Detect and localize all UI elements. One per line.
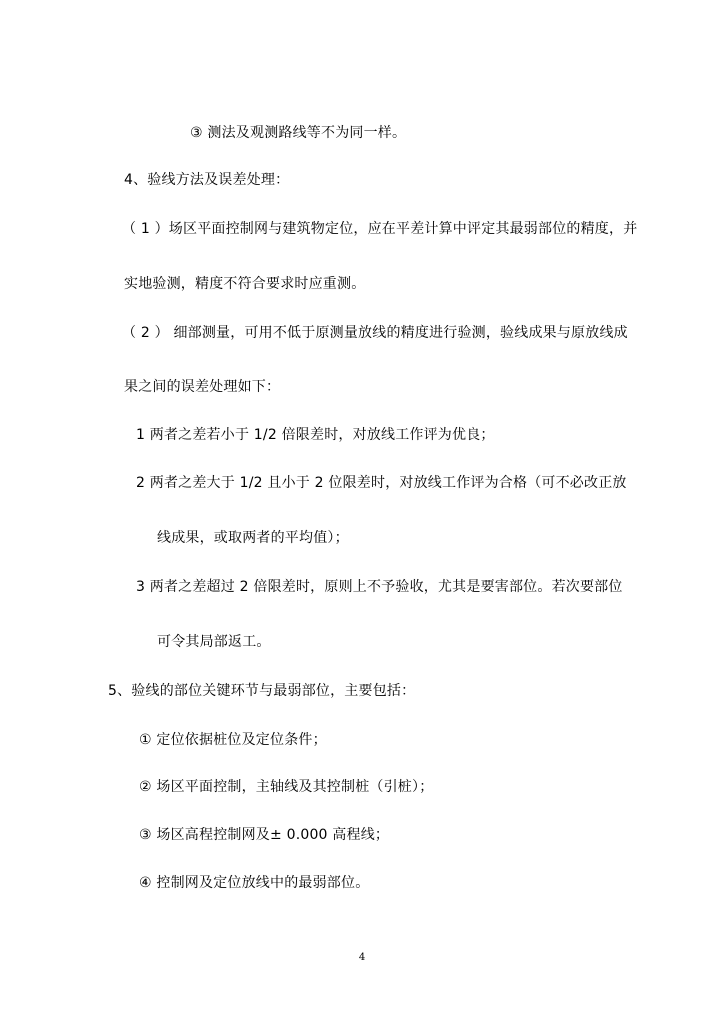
list-item: 2 两者之差大于 1/2 且小于 2 位限差时，对放线工作评为合格（可不必改正放 xyxy=(136,475,627,491)
text-line: 果之间的误差处理如下： xyxy=(124,379,281,395)
text-line: ③ 测法及观测路线等不为同一样。 xyxy=(190,125,407,141)
list-item: 3 两者之差超过 2 倍限差时，原则上不予验收，尤其是要害部位。若次要部位 xyxy=(136,579,623,595)
list-item: ② 场区平面控制，主轴线及其控制桩（引桩）； xyxy=(139,779,434,795)
list-item: ③ 场区高程控制网及± 0.000 高程线； xyxy=(139,827,390,843)
page-number: 4 xyxy=(358,952,366,963)
text-line: 线成果，或取两者的平均值）； xyxy=(157,530,349,546)
list-item: 1 两者之差若小于 1/2 倍限差时，对放线工作评为优良； xyxy=(136,427,495,443)
text-line: 实地验测，精度不符合要求时应重测。 xyxy=(124,276,366,292)
section-heading: 5、验线的部位关键环节与最弱部位，主要包括： xyxy=(108,683,416,699)
section-heading: 4、验线方法及误差处理： xyxy=(124,172,290,188)
list-item: ① 定位依据桩位及定位条件； xyxy=(139,732,327,748)
text-line: （ 2 ） 细部测量，可用不低于原测量放线的精度进行验测，验线成果与原放线成 xyxy=(122,325,628,341)
text-line: （ 1 ）场区平面控制网与建筑物定位，应在平差计算中评定其最弱部位的精度，并 xyxy=(122,221,638,237)
text-line: 可令其局部返工。 xyxy=(157,634,271,650)
list-item: ④ 控制网及定位放线中的最弱部位。 xyxy=(139,875,370,891)
